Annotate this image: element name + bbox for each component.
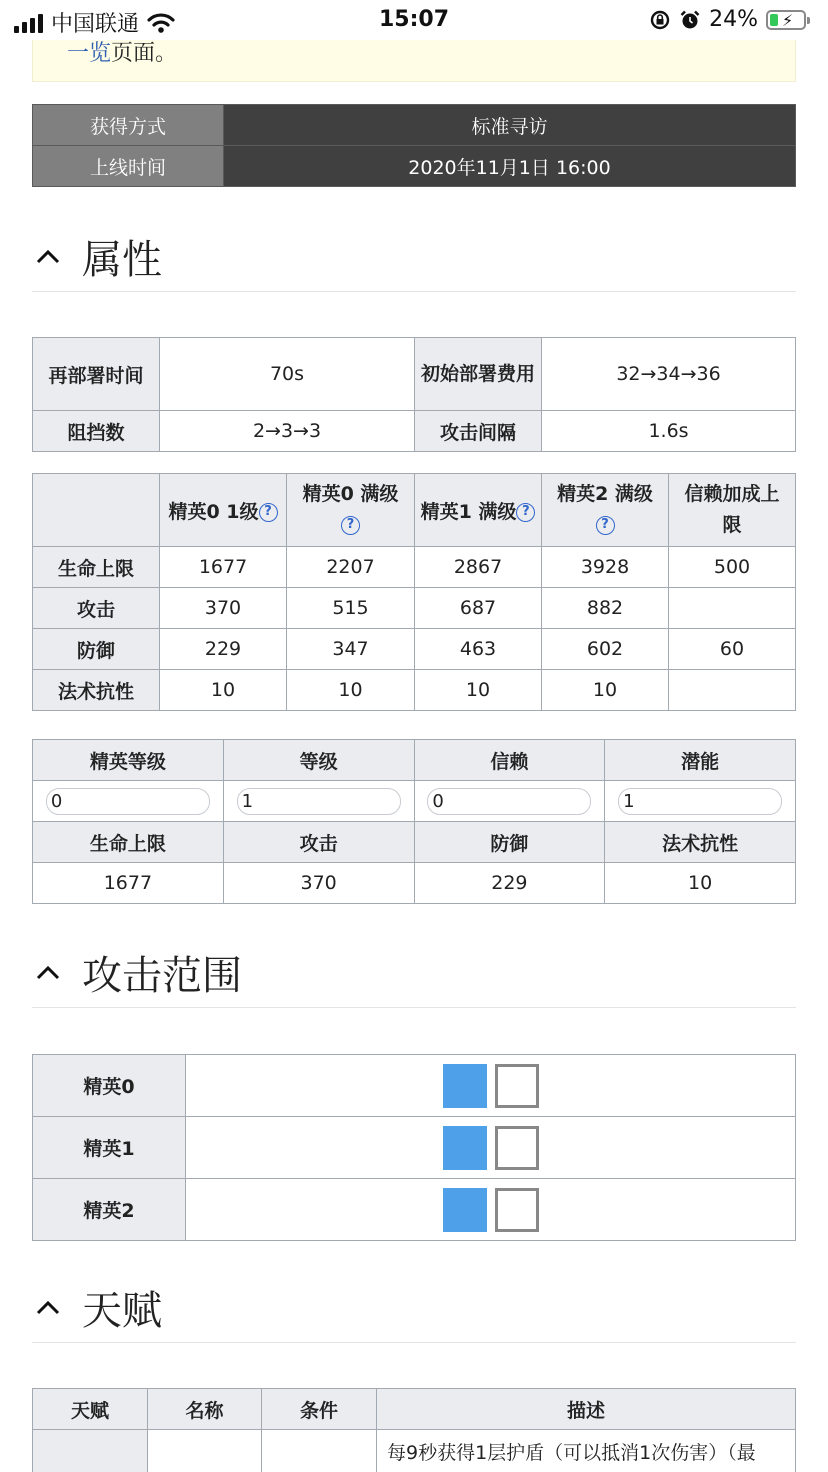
stat-cell: 10 [160,670,287,711]
table-header-row [33,1389,796,1430]
calculator-table [32,739,796,904]
row-label: 防御 [33,629,160,670]
col-header: 信赖加成上限 [669,474,796,547]
result-cell: 229 [414,863,605,904]
col-header: 信赖 [414,740,605,781]
result-cell: 1677 [33,863,224,904]
table-row [33,588,796,629]
range-cell-attack [495,1126,539,1170]
stat-cell: 60 [669,629,796,670]
talent-table [32,1388,796,1472]
col-header: 精英2 满级 ? [542,474,669,547]
stat-cell: 515 [287,588,415,629]
notice-text: 页面。 [111,41,178,66]
stat-cell: 3928 [542,547,669,588]
block-label: 阻挡数 [33,411,160,452]
status-right [649,7,806,32]
col-header: 名称 [148,1389,262,1430]
stats-table [32,473,796,711]
info-label: 上线时间 [33,146,224,187]
alarm-icon [679,9,701,31]
section-range[interactable] [32,948,796,1008]
elite-level-input[interactable] [46,788,210,815]
col-header: 法术抗性 [605,822,796,863]
cost-value: 32→34→36 [542,338,796,411]
stat-cell: 463 [415,629,542,670]
stat-cell: 347 [287,629,415,670]
col-header: 潜能 [605,740,796,781]
talent-cell [33,1430,148,1472]
help-icon[interactable]: ? [341,516,360,535]
range-table [32,1054,796,1241]
range-cell-self [443,1126,487,1170]
range-grid [186,1179,796,1241]
col-header: 精英1 满级 ? [415,474,542,547]
deploy-table [32,337,796,452]
stat-cell: 2867 [415,547,542,588]
col-header: 精英0 1级 ? [160,474,287,547]
info-value: 标准寻访 [224,105,796,146]
table-row [33,1055,796,1117]
col-header: 生命上限 [33,822,224,863]
chevron-up-icon[interactable] [36,244,60,268]
row-label: 生命上限 [33,547,160,588]
trust-input[interactable] [427,788,591,815]
input-row [33,781,796,822]
stat-cell: 229 [160,629,287,670]
help-icon[interactable]: ? [596,516,615,535]
status-bar [0,0,828,40]
stat-cell: 10 [415,670,542,711]
stat-cell: 10 [542,670,669,711]
table-row [33,411,796,452]
cost-label: 初始部署费用 [415,338,542,411]
col-header: 描述 [377,1389,796,1430]
clock: 15:07 [378,7,450,32]
stat-cell: 602 [542,629,669,670]
col-header: 条件 [262,1389,377,1430]
section-talent[interactable] [32,1283,796,1343]
range-grid [186,1117,796,1179]
stat-cell: 1677 [160,547,287,588]
talent-condition [262,1430,377,1472]
overview-link[interactable]: 一览 [67,41,112,66]
table-header-row [33,822,796,863]
stat-cell: 10 [287,670,415,711]
input-cell [223,781,414,822]
row-label: 攻击 [33,588,160,629]
table-row [33,547,796,588]
col-header: 精英0 满级 ? [287,474,415,547]
stat-cell: 500 [669,547,796,588]
potential-input[interactable] [618,788,782,815]
table-row [33,1179,796,1241]
result-cell: 10 [605,863,796,904]
range-cell-attack [495,1188,539,1232]
input-cell [33,781,224,822]
redeploy-label: 再部署时间 [33,338,160,411]
info-table [32,104,796,187]
interval-label: 攻击间隔 [415,411,542,452]
table-row [33,338,796,411]
battery-percent: 24% [709,7,758,32]
col-header: 天赋 [33,1389,148,1430]
table-row [33,670,796,711]
interval-value: 1.6s [542,411,796,452]
help-icon[interactable]: ? [259,503,278,522]
input-cell [605,781,796,822]
info-row [33,105,796,146]
block-value: 2→3→3 [160,411,415,452]
stat-cell: 370 [160,588,287,629]
table-row [33,1117,796,1179]
col-header: 等级 [223,740,414,781]
redeploy-value: 70s [160,338,415,411]
talent-name [148,1430,262,1472]
section-attributes[interactable] [32,232,796,292]
section-title: 攻击范围 [82,953,242,999]
section-title: 天赋 [82,1288,162,1334]
carrier: 中国联通 [51,12,140,37]
row-label: 精英1 [33,1117,186,1179]
range-grid [186,1055,796,1117]
stat-cell [669,588,796,629]
result-cell: 370 [223,863,414,904]
table-row [33,863,796,904]
table-row [33,629,796,670]
chevron-up-icon[interactable] [36,1295,60,1319]
info-label: 获得方式 [33,105,224,146]
section-title: 属性 [82,237,162,283]
row-label: 精英2 [33,1179,186,1241]
stat-cell [669,670,796,711]
info-row [33,146,796,187]
table-header-row [33,740,796,781]
col-header: 精英等级 [33,740,224,781]
stat-cell: 882 [542,588,669,629]
battery-icon: ⚡ [766,10,806,30]
stat-cell: 687 [415,588,542,629]
corner-cell [33,474,160,547]
row-label: 法术抗性 [33,670,160,711]
table-header-row [33,474,796,547]
input-cell [414,781,605,822]
range-cell-attack [495,1064,539,1108]
table-row [33,1430,796,1472]
range-cell-self [443,1064,487,1108]
col-header: 攻击 [223,822,414,863]
rotation-lock-icon [649,9,671,31]
help-icon[interactable]: ? [516,503,535,522]
col-header: 防御 [414,822,605,863]
chevron-up-icon[interactable] [36,960,60,984]
level-input[interactable] [237,788,401,815]
stat-cell: 2207 [287,547,415,588]
info-value: 2020年11月1日 16:00 [224,146,796,187]
talent-description: 每9秒获得1层护盾（可以抵消1次伤害）（最 [377,1430,796,1472]
row-label: 精英0 [33,1055,186,1117]
range-cell-self [443,1188,487,1232]
